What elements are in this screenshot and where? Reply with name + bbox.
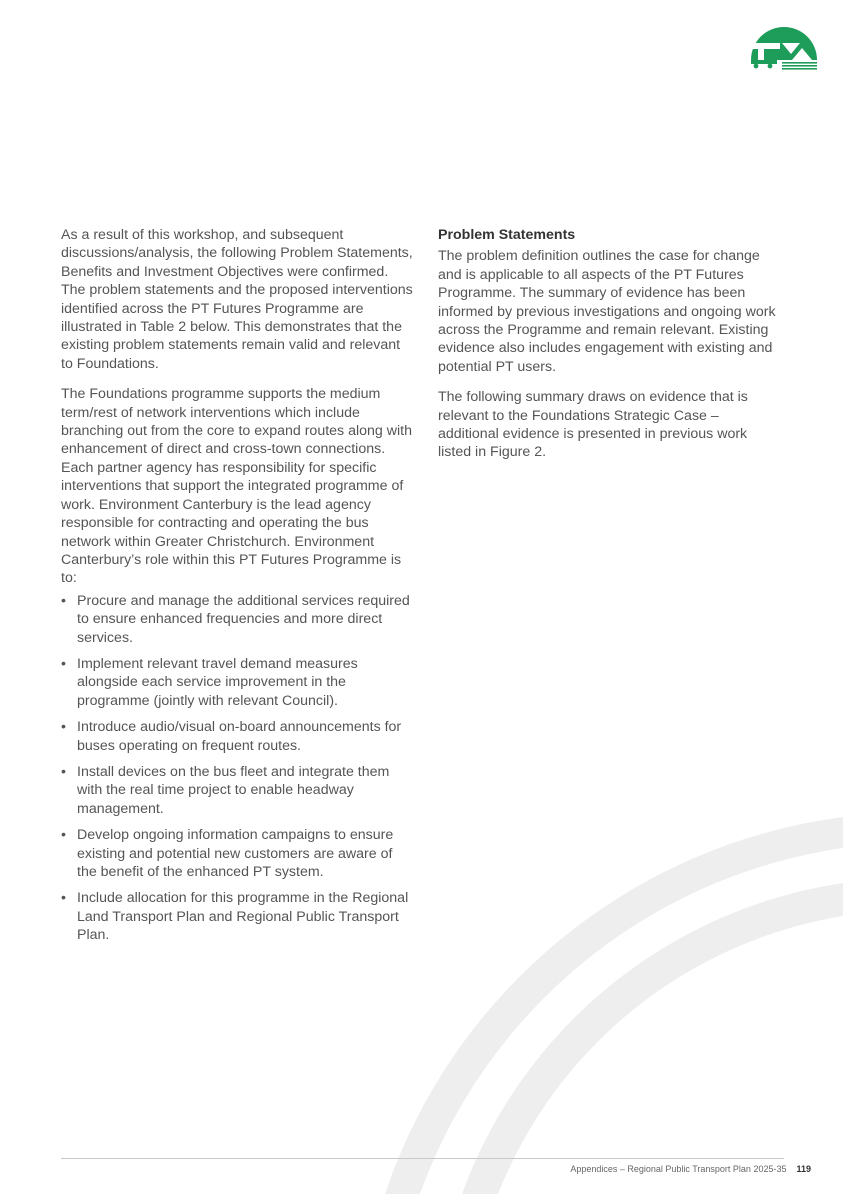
left-column [61,226,413,953]
problem-definition-paragraph: The problem definition outlines the case for change and is applicable to all aspects of the PT Futures Programme. The summary of evidence has been informed by previous investigations and ongoing work across the Programme and remain relevant. Existing evidence also includes engagement with existing and potential PT users. [438,248,776,375]
transport-logo-icon [748,24,820,70]
intro-paragraph: As a result of this workshop, and subsequent discussions/analysis, the following Problem Statements, Benefits and Investment Objectives were confirmed. The problem statements and the proposed interventions identified across the PT Futures Programme are illustrated in Table 2 below. This demonstrates that the existing problem statements remain valid and relevant to Foundations. [61,227,413,372]
list-item: • Introduce audio/visual on-board announcements for buses operating on frequent routes. [61,718,413,755]
page-number: 119 [796,1164,811,1174]
list-item: • Develop ongoing information campaigns to ensure existing and potential new customers are aware of the benefit of the enhanced PT system. [61,826,413,881]
footer-title: Appendices – Regional Public Transport Plan 2025-35 [570,1164,787,1174]
role-bullet-list [61,592,413,945]
foundations-paragraph: The Foundations programme supports the medium term/rest of network interventions which include branching out from the core to expand routes along with enhancement of direct and cross-town connections. Each partner agency has responsibility for specific interventions that support the integrated programme of work. Environment Canterbury is the lead agency responsible for contracting and operating the bus network within Greater Christchurch. Environment Canterbury’s role within this PT Futures Programme is to: [61,386,412,587]
evidence-summary-paragraph: The following summary draws on evidence that is relevant to the Foundations Strategic Case – additional evidence is presented in previous work listed in Figure 2. [438,389,748,461]
list-item: • Procure and manage the additional services required to ensure enhanced frequencies and more direct services. [61,592,413,647]
list-item: • Include allocation for this programme in the Regional Land Transport Plan and Regional Public Transport Plan. [61,889,413,944]
footer-divider [61,1158,784,1159]
section-heading: Problem Statements [438,227,576,243]
list-item: • Implement relevant travel demand measures alongside each service improvement in the programme (jointly with relevant Council). [61,655,413,710]
list-item: • Install devices on the bus fleet and integrate them with the real time project to enable headway management. [61,763,413,818]
right-column [438,226,778,474]
page-footer [570,1164,811,1174]
